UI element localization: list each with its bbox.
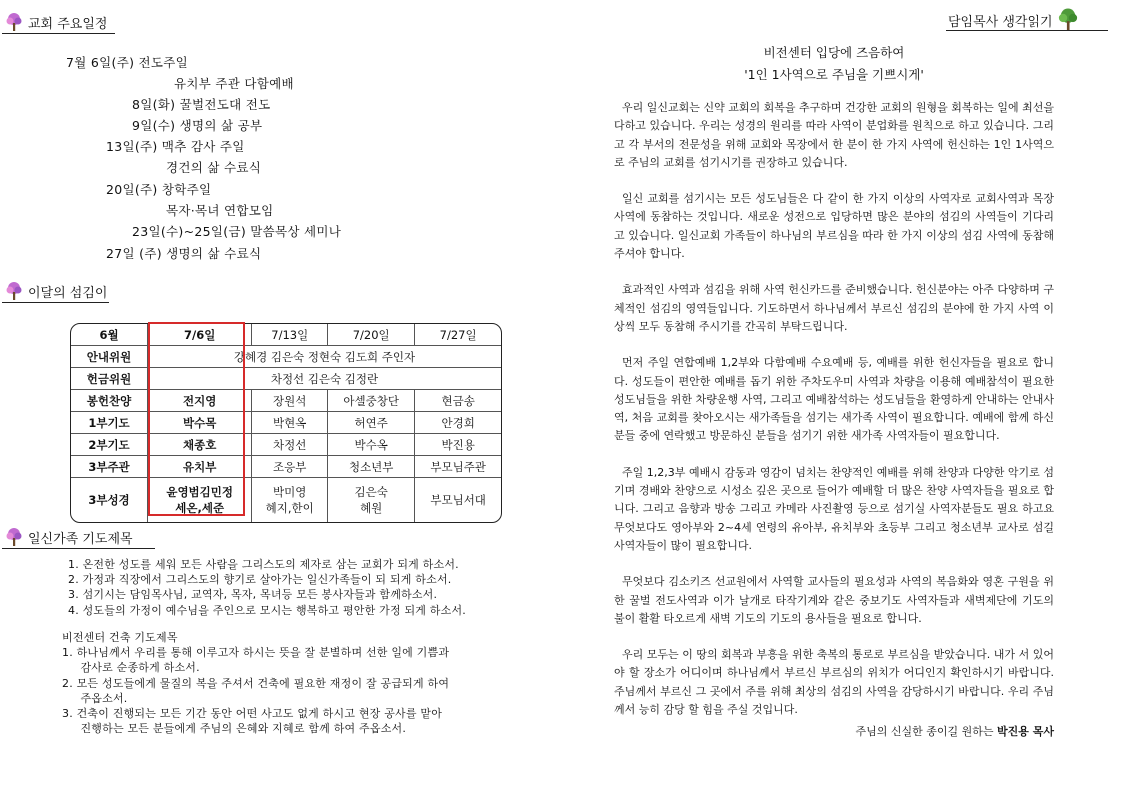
paragraph: 무엇보다 김소키즈 선교원에서 사역할 교사들의 필요성과 사역의 복음화와 영혼 구원을 위한 꿀벌 전도사역과 이가 날개로 타작기계와 같은 중보기도 사역자들과 새벽제단에 기도의 불이 활활 타오르게 새벽 기도의 기도의 용사들을 필요로 합니다. [614, 575, 1054, 625]
paragraph: 우리 모두는 이 땅의 회복과 부흥을 위한 축복의 통로로 부르심을 받았습니다. 내가 서 있어야 할 장소가 어디이며 하나님께서 부르신 부르심의 위치가 어디인지 확인하시기 바랍니다. 주님께서 부르신 그 곳에서 주를 위해 최상의 섬김의 사역을 감당하시기 바랍니다. 우리 주님께서 능히 감당 할 힘을 주실 것입니다. [614, 648, 1054, 717]
schedule-item: 13일(주) 맥추 감사 주일 [106, 139, 245, 154]
table-cell: 아셀중창단 [328, 390, 415, 412]
cell-line: 박미영 [273, 485, 307, 499]
schedule-item: 27일 (주) 생명의 삶 수료식 [106, 246, 262, 261]
table-cell: 차정선 김은숙 김정란 [148, 368, 501, 390]
row-label: 봉헌찬양 [71, 390, 148, 412]
table-cell: 박수옥 [328, 434, 415, 456]
cell-line: 윤영범김민정 [166, 485, 233, 499]
building-prayer-list [62, 630, 449, 736]
cell-line: 혜지,한이 [265, 501, 314, 515]
duty-heading [4, 279, 107, 301]
pastor-heading-rule [946, 30, 1108, 31]
schedule-item: 7월 6일(주) 전도주일 [66, 55, 189, 70]
tree-icon [4, 12, 24, 32]
list-item: 3. 섬기시는 담임목사님, 교역자, 목자, 목녀등 모든 봉사자들과 함께하소서. [68, 588, 438, 602]
table-cell: 유치부 [148, 456, 252, 478]
row-label: 2부기도 [71, 434, 148, 456]
prayer-list [68, 557, 466, 618]
table-row [71, 412, 501, 434]
schedule-item: 경건의 삶 수료식 [166, 160, 262, 175]
paragraph: 일신 교회를 섬기시는 모든 성도님들은 다 같이 한 가지 이상의 사역자로 교회사역과 목장사역에 동참하는 것입니다. 새로운 성전으로 입당하면 많은 분야의 섬김의 사역들이 기다리고 있습니다. 일신교회 가족들이 하나님의 부르심을 따라 한 가지 이상의 섬김 사역에 동참해 주셔야 합니다. [614, 192, 1054, 261]
table-row [71, 346, 501, 368]
duty-heading-text: 이달의 섬김이 [28, 286, 108, 301]
paragraph: 효과적인 사역과 섬김을 위해 사역 헌신카드를 준비했습니다. 헌신분야는 아주 다양하며 구체적인 섬김의 영역들입니다. 기도하면서 하나님께서 부르신 섬김의 분야에 한 가지 사역 이상씩 모두 동참해 주시기를 간곡히 부탁드립니다. [614, 283, 1054, 333]
schedule-item: 9일(수) 생명의 삶 공부 [132, 118, 263, 133]
list-item: 2. 가정과 직장에서 그리스도의 향기로 살아가는 일신가족들이 되 되게 하소서. [68, 573, 452, 587]
row-label: 1부기도 [71, 412, 148, 434]
table-cell: 부모님주관 [415, 456, 501, 478]
table-header-cell: 7/6일 [148, 324, 252, 346]
table-cell: 부모님서대 [430, 493, 486, 507]
list-item: 진행하는 모든 분들에게 주님의 은혜와 지혜로 함께 하여 주옵소서. [62, 722, 407, 736]
table-cell [148, 478, 252, 522]
table-header-cell: 7/13일 [252, 324, 328, 346]
cell-line: 김은숙 [354, 485, 388, 499]
table-cell: 강혜경 김은숙 정현숙 김도희 주인자 [148, 346, 501, 368]
list-item: 3. 건축이 진행되는 모든 기간 동안 어떤 사고도 없게 하시고 현장 공사를 맡아 [62, 707, 443, 721]
list-item: 2. 모든 성도들에게 물질의 복을 주셔서 건축에 필요한 재정이 잘 공급되게 하여 [62, 676, 450, 690]
table-cell: 채종호 [148, 434, 252, 456]
prayer-heading [4, 525, 133, 547]
table-cell: 청소년부 [328, 456, 415, 478]
table-cell [252, 478, 328, 522]
cell-line: 혜원 [360, 501, 383, 515]
paragraph: 먼저 주일 연합예배 1,2부와 다함예배 수요예배 등, 예배를 위한 헌신자들을 필요로 합니다. 성도들이 편안한 예배를 돕기 위한 주차도우미 사역과 차량을 이용해 예배참석이 필요한 성도님들을 위한 차량운행 사역, 그리고 예배참석하는 성도님들을 환영하게 안내하는 안내사역, 처음 교회를 찾아오시는 새가족들을 섬기는 새가족 사역이 필요합니다. 예배에 함께 하신 분들 중에 연락했고 방문하신 분들을 섬기기 위한 새가족 사역자들이 필요합니다. [614, 356, 1054, 443]
article-body [614, 99, 1054, 742]
table-header-cell: 6월 [71, 324, 148, 346]
table-row [71, 478, 501, 522]
article-title-line: '1인 1사역으로 주님을 기쁘시게' [744, 67, 924, 82]
list-item: 주옵소서. [62, 691, 128, 705]
table-cell: 박현옥 [252, 412, 328, 434]
row-label: 3부성경 [71, 478, 148, 522]
schedule-item: 유치부 주관 다함예배 [174, 76, 294, 91]
paragraph: 우리 일신교회는 신약 교회의 회복을 추구하며 건강한 교회의 원형을 회복하는 일에 최선을 다하고 있습니다. 우리는 성경의 원리를 따라 사역이 분업화를 원칙으로 하고 있습니다. 그리고 각 부서의 전문성을 위해 교회와 목장에서 한 분이 한 가지 사역에 헌신하는 1인 1사역으로 주님의 교회를 섬기시기를 권장하고 있습니다. [614, 101, 1054, 169]
pastor-column-heading-text: 담임목사 생각읽기 [948, 15, 1053, 30]
table-row [71, 456, 501, 478]
schedule-item: 8일(화) 꿀벌전도대 전도 [132, 97, 271, 112]
schedule-heading-rule [2, 33, 115, 34]
cell-line: 세온,세준 [175, 501, 225, 515]
prayer-heading-rule [2, 548, 155, 549]
table-cell: 조응부 [252, 456, 328, 478]
table-row [71, 324, 501, 346]
schedule-item: 목자·목녀 연합모임 [166, 203, 274, 218]
table-row [71, 368, 501, 390]
list-item: 1. 하나님께서 우리를 통해 이루고자 하시는 뜻을 잘 분별하며 선한 일에 기쁨과 [62, 646, 450, 660]
row-label: 안내위원 [71, 346, 148, 368]
table-row [71, 390, 501, 412]
schedule-item: 23일(수)~25일(금) 말씀목상 세미나 [132, 224, 342, 239]
tree-icon [4, 527, 24, 547]
tree-icon [4, 281, 24, 301]
building-prayer-title: 비전센터 건축 기도제목 [62, 631, 178, 644]
list-item: 감사로 순종하게 하소서. [62, 661, 200, 675]
table-header-cell: 7/27일 [415, 324, 501, 346]
schedule-heading-text: 교회 주요일정 [28, 17, 108, 32]
table-row [71, 434, 501, 456]
table-cell: 박진용 [415, 434, 501, 456]
prayer-heading-text: 일신가족 기도제목 [28, 532, 133, 547]
table-cell: 전지영 [148, 390, 252, 412]
schedule-item: 20일(주) 창학주일 [106, 182, 212, 197]
table-cell [328, 478, 415, 522]
table-cell: 차정선 [252, 434, 328, 456]
list-item: 4. 성도들의 가정이 예수님을 주인으로 모시는 행복하고 평안한 가정 되게 하소서. [68, 603, 466, 617]
signature [614, 723, 1054, 741]
table-cell: 허연주 [328, 412, 415, 434]
list-item: 1. 온전한 성도를 세워 모든 사람을 그리스도의 제자로 삼는 교회가 되게 하소서. [68, 558, 459, 571]
table-cell: 박수목 [148, 412, 252, 434]
table-cell: 현금송 [415, 390, 501, 412]
tree-icon [1057, 8, 1079, 30]
article-title-line: 비전센터 입당에 즈음하여 [763, 45, 905, 60]
signature-prefix: 주님의 신실한 종이길 원하는 [855, 725, 994, 739]
duty-table [70, 323, 502, 523]
row-label: 헌금위원 [71, 368, 148, 390]
duty-heading-rule [2, 302, 109, 303]
paragraph: 주일 1,2,3부 예배시 감동과 영감이 넘치는 찬양적인 예배를 위해 찬양과 다양한 악기로 섬기며 경배와 찬양으로 시성소 깊은 곳으로 들어가 예배할 더 많은 찬양 사역자들을 필요로 합니다. 그리고 음향과 방송 그리고 카메라 사진촬영 등으로 섬기실 사역자분들도 필요 하고요 무엇보다도 영아부와 2~4세 연령의 유아부, 유치부와 초등부 그리고 청소년부 교사로 섬길 사역자들이 많이 필요합니다. [614, 465, 1054, 552]
article-title [614, 42, 1054, 86]
table-cell: 안경희 [415, 412, 501, 434]
schedule-heading [4, 10, 107, 32]
table-header-cell: 7/20일 [328, 324, 415, 346]
signature-name: 박진용 목사 [997, 725, 1054, 739]
pastor-column-heading [948, 8, 1079, 30]
row-label: 3부주관 [71, 456, 148, 478]
table-cell: 장원석 [252, 390, 328, 412]
